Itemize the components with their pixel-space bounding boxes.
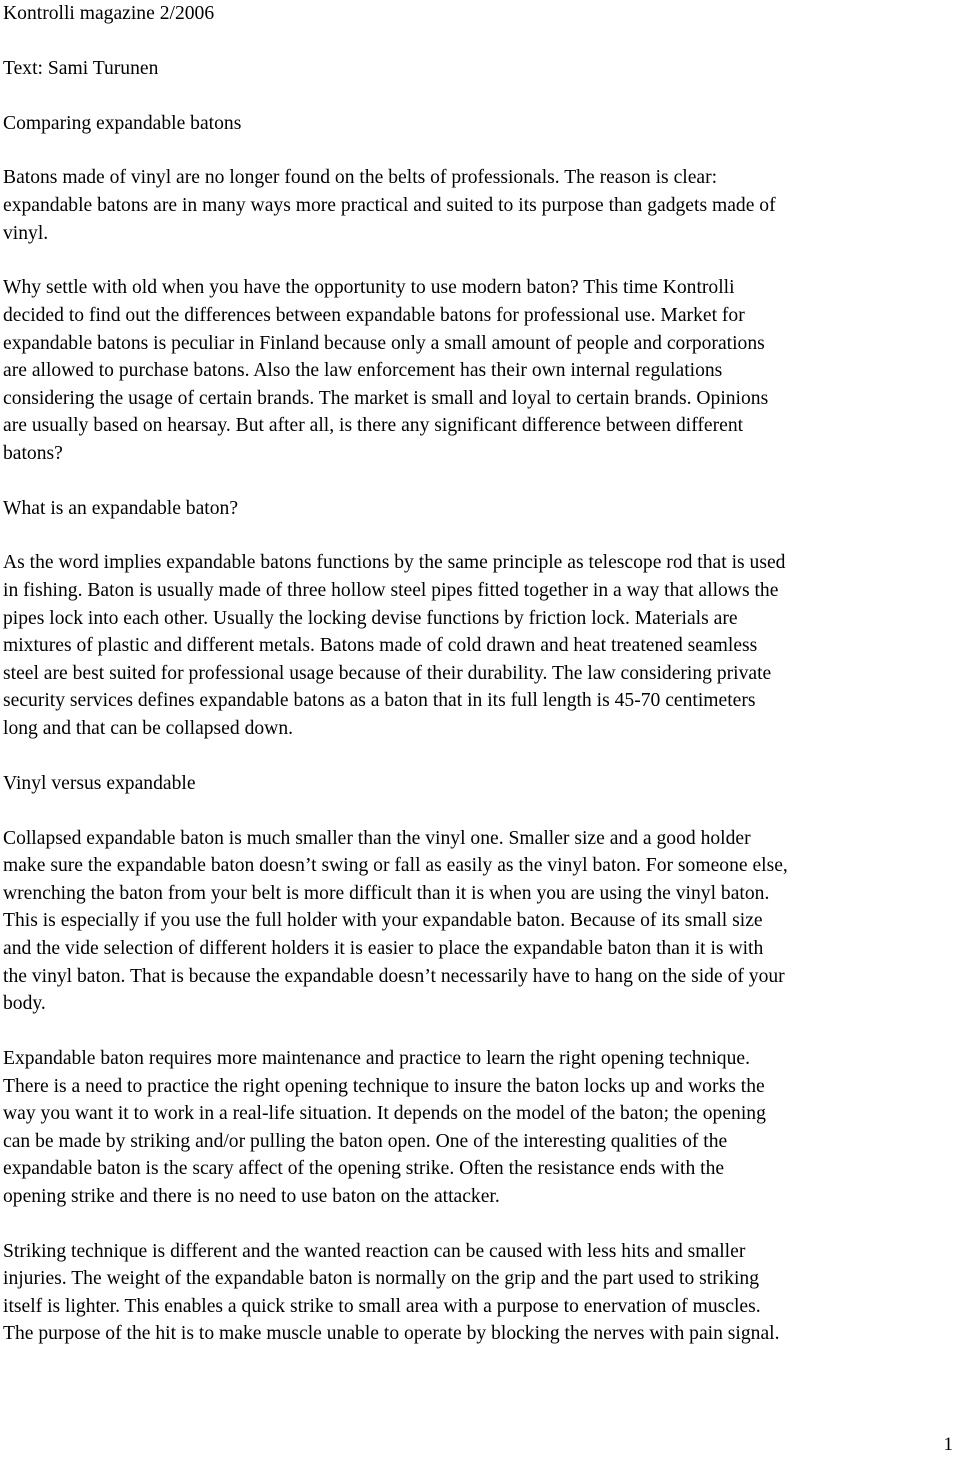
text-line: wrenching the baton from your belt is more difficult than it is when you are using the vinyl baton. (3, 882, 770, 904)
text-line: Collapsed expandable baton is much smaller than the vinyl one. Smaller size and a good holder (3, 827, 751, 849)
text-line: expandable batons is peculiar in Finland because only a small amount of people and corporations (3, 332, 765, 354)
text-line: steel are best suited for professional usage because of their durability. The law considering private (3, 662, 772, 684)
text-line: Expandable baton requires more maintenance and practice to learn the right opening technique. (3, 1047, 750, 1069)
text-line: make sure the expandable baton doesn’t swing or fall as easily as the vinyl baton. For someone else, (3, 855, 788, 877)
spacer (3, 522, 953, 549)
text-line: the vinyl baton. That is because the expandable doesn’t necessarily have to hang on the side of your (3, 965, 785, 987)
section-heading: Vinyl versus expandable (3, 772, 196, 794)
spacer (3, 137, 953, 164)
text-line: can be made by striking and/or pulling the baton open. One of the interesting qualities of the (3, 1130, 728, 1152)
text-line: batons? (3, 442, 63, 464)
text-line: expandable batons are in many ways more practical and suited to its purpose than gadgets made of (3, 194, 776, 216)
technique-paragraph (3, 1238, 953, 1348)
text-line: and the vide selection of different holders it is easier to place the expandable baton than it is with (3, 937, 764, 959)
text-line: decided to find out the differences between expandable batons for professional use. Market for (3, 304, 745, 326)
maintenance-paragraph (3, 1045, 953, 1211)
text-line: The purpose of the hit is to make muscle unable to operate by blocking the nerves with pain signal. (3, 1323, 780, 1345)
text-line: vinyl. (3, 222, 49, 244)
text-line: There is a need to practice the right opening technique to insure the baton locks up and works the (3, 1075, 765, 1097)
spacer (3, 797, 953, 824)
page-number: 1 (943, 1434, 953, 1455)
spacer (3, 467, 953, 494)
market-paragraph (3, 274, 953, 467)
spacer (3, 28, 953, 55)
text-line: This is especially if you use the full holder with your expandable baton. Because of its small size (3, 910, 763, 932)
spacer (3, 247, 953, 274)
spacer (3, 743, 953, 770)
text-line: Striking technique is different and the wanted reaction can be caused with less hits and smaller (3, 1240, 746, 1262)
spacer (3, 1210, 953, 1237)
text-line: Why settle with old when you have the opportunity to use modern baton? This time Kontrolli (3, 277, 735, 299)
text-line: opening strike and there is no need to use baton on the attacker. (3, 1185, 500, 1207)
section-heading: What is an expandable baton? (3, 497, 239, 519)
text-line: security services defines expandable batons as a baton that in its full length is 45-70 centimeters (3, 690, 756, 712)
author-line: Text: Sami Turunen (3, 57, 159, 79)
text-line: are allowed to purchase batons. Also the law enforcement has their own internal regulations (3, 360, 723, 382)
text-line: expandable baton is the scary affect of the opening strike. Often the resistance ends with the (3, 1158, 725, 1180)
comparison-paragraph (3, 825, 953, 1018)
spacer (3, 1018, 953, 1045)
document-page (3, 0, 953, 1348)
text-line: pipes lock into each other. Usually the locking devise functions by friction lock. Materials are (3, 607, 738, 629)
magazine-info: Kontrolli magazine 2/2006 (3, 3, 215, 24)
text-line: injuries. The weight of the expandable baton is normally on the grip and the part used to striking (3, 1268, 760, 1290)
article-title: Comparing expandable batons (3, 112, 242, 134)
spacer (3, 82, 953, 109)
text-line: Batons made of vinyl are no longer found on the belts of professionals. The reason is clear: (3, 167, 718, 189)
text-line: in fishing. Baton is usually made of three hollow steel pipes fitted together in a way that allows the (3, 580, 779, 602)
text-line: mixtures of plastic and different metals. Batons made of cold drawn and heat treatened seamless (3, 635, 758, 657)
text-line: long and that can be collapsed down. (3, 718, 294, 739)
intro-paragraph (3, 164, 953, 247)
text-line: As the word implies expandable batons functions by the same principle as telescope rod that is used (3, 552, 786, 574)
definition-paragraph (3, 549, 953, 742)
text-line: body. (3, 993, 46, 1015)
text-line: are usually based on hearsay. But after all, is there any significant difference between different (3, 415, 744, 437)
text-line: itself is lighter. This enables a quick strike to small area with a purpose to enervation of muscles. (3, 1295, 761, 1317)
text-line: considering the usage of certain brands. The market is small and loyal to certain brands. Opinions (3, 387, 769, 409)
text-line: way you want it to work in a real-life situation. It depends on the model of the baton; the opening (3, 1103, 766, 1125)
